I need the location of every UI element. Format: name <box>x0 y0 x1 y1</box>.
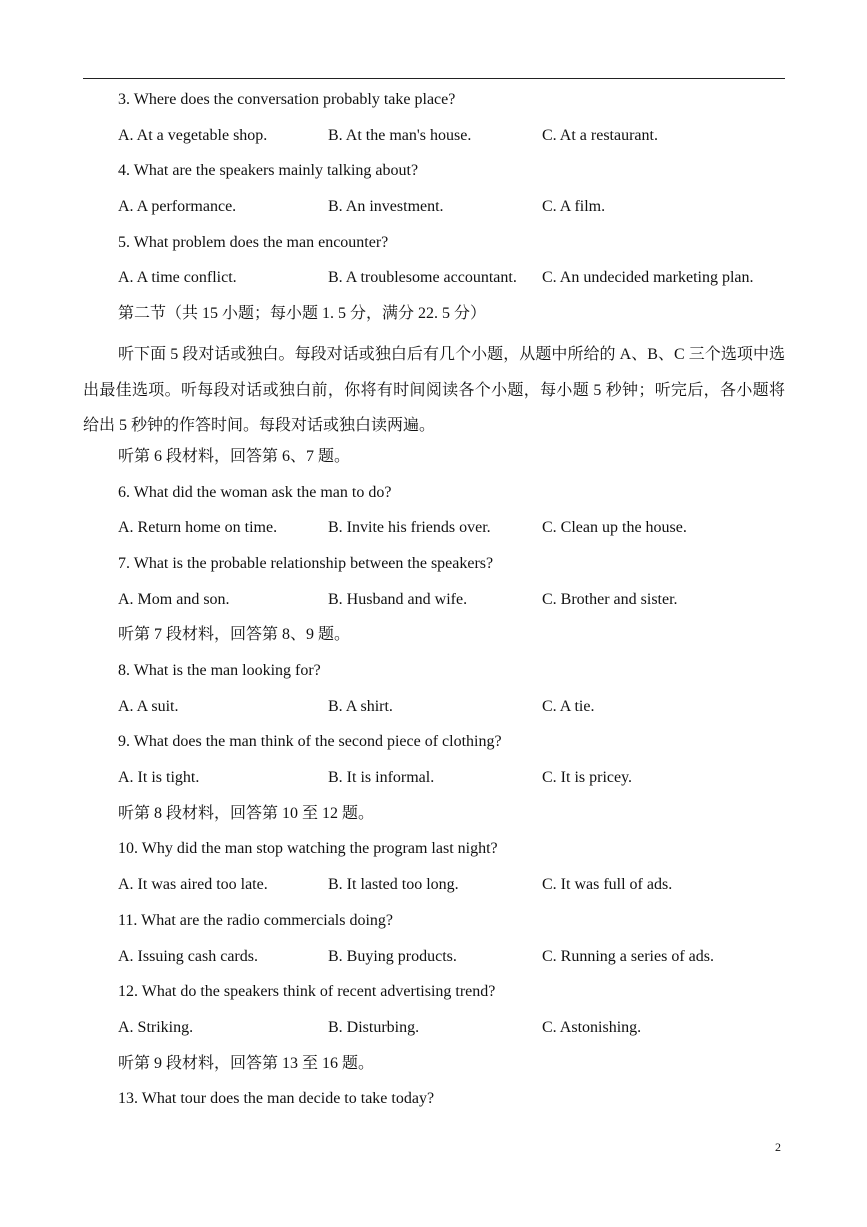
answer-options <box>0 515 867 551</box>
question-text: 3. Where does the conversation probably take place? <box>118 91 456 108</box>
header-rule <box>83 78 785 79</box>
answer-options <box>0 587 867 623</box>
option-c: C. Brother and sister. <box>542 590 678 608</box>
question-text: 5. What problem does the man encounter? <box>118 233 389 251</box>
option-b: B. An investment. <box>328 198 444 216</box>
question-text: 7. What is the probable relationship between the speakers? <box>118 554 494 572</box>
question-text: 11. What are the radio commercials doing? <box>118 911 394 929</box>
question-text: 8. What is the man looking for? <box>118 662 321 680</box>
option-c: C. A film. <box>542 198 606 216</box>
answer-options <box>0 265 867 301</box>
answer-options <box>0 694 867 730</box>
answer-options <box>0 872 867 908</box>
option-b: B. A troublesome accountant. <box>328 269 517 287</box>
option-a: A. At a vegetable shop. <box>118 126 268 144</box>
section-heading: 听第 6 段材料，回答第 6、7 题。 <box>118 447 351 465</box>
answer-options <box>0 123 867 159</box>
instructions-paragraph: 听下面 5 段对话或独白。每段对话或独白后有几个小题，从题中所给的 A、B、C 三个选项中选出最佳选项。听每段对话或独白前，你将有时间阅读各个小题，每小题 5 秒钟；听完后，各小题将给出 5 秒钟的作答时间。每段对话或独白读两遍。 <box>83 345 785 435</box>
option-c: C. Astonishing. <box>542 1018 642 1036</box>
option-a: A. A time conflict. <box>118 269 237 287</box>
question-text: 9. What does the man think of the second piece of clothing? <box>118 733 502 751</box>
option-a: A. It is tight. <box>118 769 200 787</box>
answer-options <box>0 1015 867 1051</box>
answer-options <box>0 944 867 980</box>
question-text: 4. What are the speakers mainly talking about? <box>118 162 419 180</box>
option-b: B. Husband and wife. <box>328 590 468 608</box>
option-c: C. An undecided marketing plan. <box>542 269 754 287</box>
question-text: 6. What did the woman ask the man to do? <box>118 483 392 501</box>
section-heading: 听第 8 段材料，回答第 10 至 12 题。 <box>118 804 375 822</box>
option-c: C. It was full of ads. <box>542 876 673 894</box>
question-text: 12. What do the speakers think of recent advertising trend? <box>118 983 496 1001</box>
option-a: A. Return home on time. <box>118 519 278 537</box>
option-c: C. It is pricey. <box>542 769 633 787</box>
section-heading: 听第 7 段材料，回答第 8、9 题。 <box>118 626 351 644</box>
option-a: A. A performance. <box>118 198 237 216</box>
option-b: B. It is informal. <box>328 769 435 787</box>
option-a: A. Mom and son. <box>118 590 230 608</box>
option-b: B. It lasted too long. <box>328 876 459 894</box>
option-b: B. Buying products. <box>328 947 457 965</box>
section-heading: 听第 9 段材料，回答第 13 至 16 题。 <box>118 1054 375 1072</box>
option-c: C. A tie. <box>542 697 595 715</box>
option-b: B. Invite his friends over. <box>328 519 491 537</box>
option-b: B. A shirt. <box>328 697 393 715</box>
option-c: C. Clean up the house. <box>542 519 687 537</box>
question-text: 10. Why did the man stop watching the program last night? <box>118 840 498 858</box>
answer-options <box>0 765 867 801</box>
question-text: 13. What tour does the man decide to take today? <box>118 1090 435 1108</box>
option-b: B. At the man's house. <box>328 126 472 144</box>
section-heading: 第二节（共 15 小题；每小题 1. 5 分，满分 22. 5 分） <box>118 305 487 323</box>
option-c: C. Running a series of ads. <box>542 947 714 965</box>
option-a: A. Issuing cash cards. <box>118 947 258 965</box>
document-body <box>0 87 867 1122</box>
option-a: A. It was aired too late. <box>118 876 268 894</box>
option-a: A. A suit. <box>118 697 179 715</box>
option-c: C. At a restaurant. <box>542 126 658 144</box>
option-b: B. Disturbing. <box>328 1018 420 1036</box>
page-number: 2 <box>775 1140 781 1154</box>
answer-options <box>0 194 867 230</box>
option-a: A. Striking. <box>118 1018 194 1036</box>
